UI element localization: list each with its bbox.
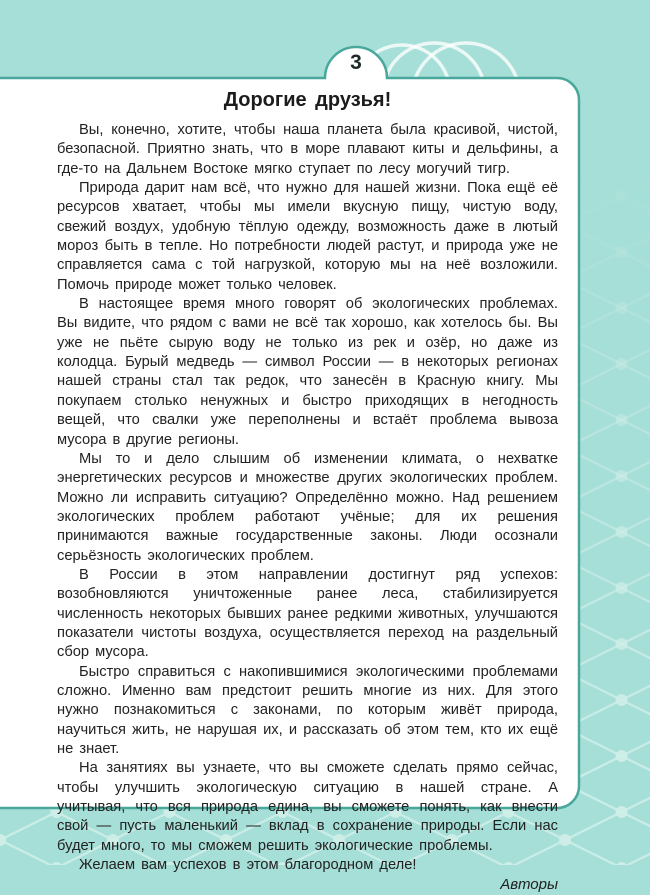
- body-text: [57, 121, 558, 875]
- page-title: Дорогие друзья!: [57, 89, 558, 112]
- page-content: [57, 89, 558, 895]
- signature: Авторы: [57, 875, 558, 894]
- paragraph: Природа дарит нам всё, что нужно для нашей жизни. Пока ещё её ресурсов хватает, чтобы мы имели вкусную пищу, чистую воду, свежий воздух, удобную тёплую одежду, возможность даже в лютый мороз быть в тепле. Но потребности людей растут, и природа уже не справляется сама с той нагрузкой, которую мы на неё возложили. Помочь природе может только человек.: [57, 179, 558, 295]
- paragraph: Вы, конечно, хотите, чтобы наша планета была красивой, чистой, безопасной. Приятно знать, что в море плавают киты и дельфины, а где-то на Дальнем Востоке мягко ступает по лесу могучий тигр.: [57, 121, 558, 179]
- paragraph: Быстро справиться с накопившимися экологическими проблемами сложно. Именно вам предстоит решить многие из них. Для этого нужно познакомиться с законами, по которым живёт природа, научиться жить, не нарушая их, и рассказать об этом тем, кто их ещё не знает.: [57, 663, 558, 760]
- page-number: 3: [325, 49, 387, 77]
- paragraph: На занятиях вы узнаете, что вы сможете сделать прямо сейчас, чтобы улучшить экологическую ситуацию в нашей стране. А учитывая, что вся природа едина, вы сможете понять, как внести свой — пусть маленький — вклад в сохранение природы. Если нас будет много, то мы сможем решить экологические проблемы.: [57, 759, 558, 856]
- paragraph: В России в этом направлении достигнут ряд успехов: возобновляются уничтоженные ранее леса, стабилизируется численность некоторых бывших ранее редкими животных, улучшаются показатели чистоты воздуха, осуществляется переход на раздельный сбор мусора.: [57, 566, 558, 663]
- paragraph: В настоящее время много говорят об экологических проблемах. Вы видите, что рядом с вами не всё так хорошо, как хотелось бы. Вы уже не пьёте сырую воду не только из рек и озёр, но даже из колодца. Бурый медведь — символ России — в некоторых регионах нашей страны стал так редок, что занесён в Красную книгу. Мы покупаем столько ненужных и быстро приходящих в негодность вещей, что свалки уже переполнены и встаёт проблема вывоза мусора в другие регионы.: [57, 295, 558, 450]
- paragraph: Мы то и дело слышим об изменении климата, о нехватке энергетических ресурсов и множестве других экологических проблем. Можно ли исправить ситуацию? Определённо можно. Над решением экологических проблем работают учёные; для их решения принимаются важные государственные законы. Люди осознали серьёзность экологических проблем.: [57, 450, 558, 566]
- paragraph: Желаем вам успехов в этом благородном деле!: [57, 856, 558, 875]
